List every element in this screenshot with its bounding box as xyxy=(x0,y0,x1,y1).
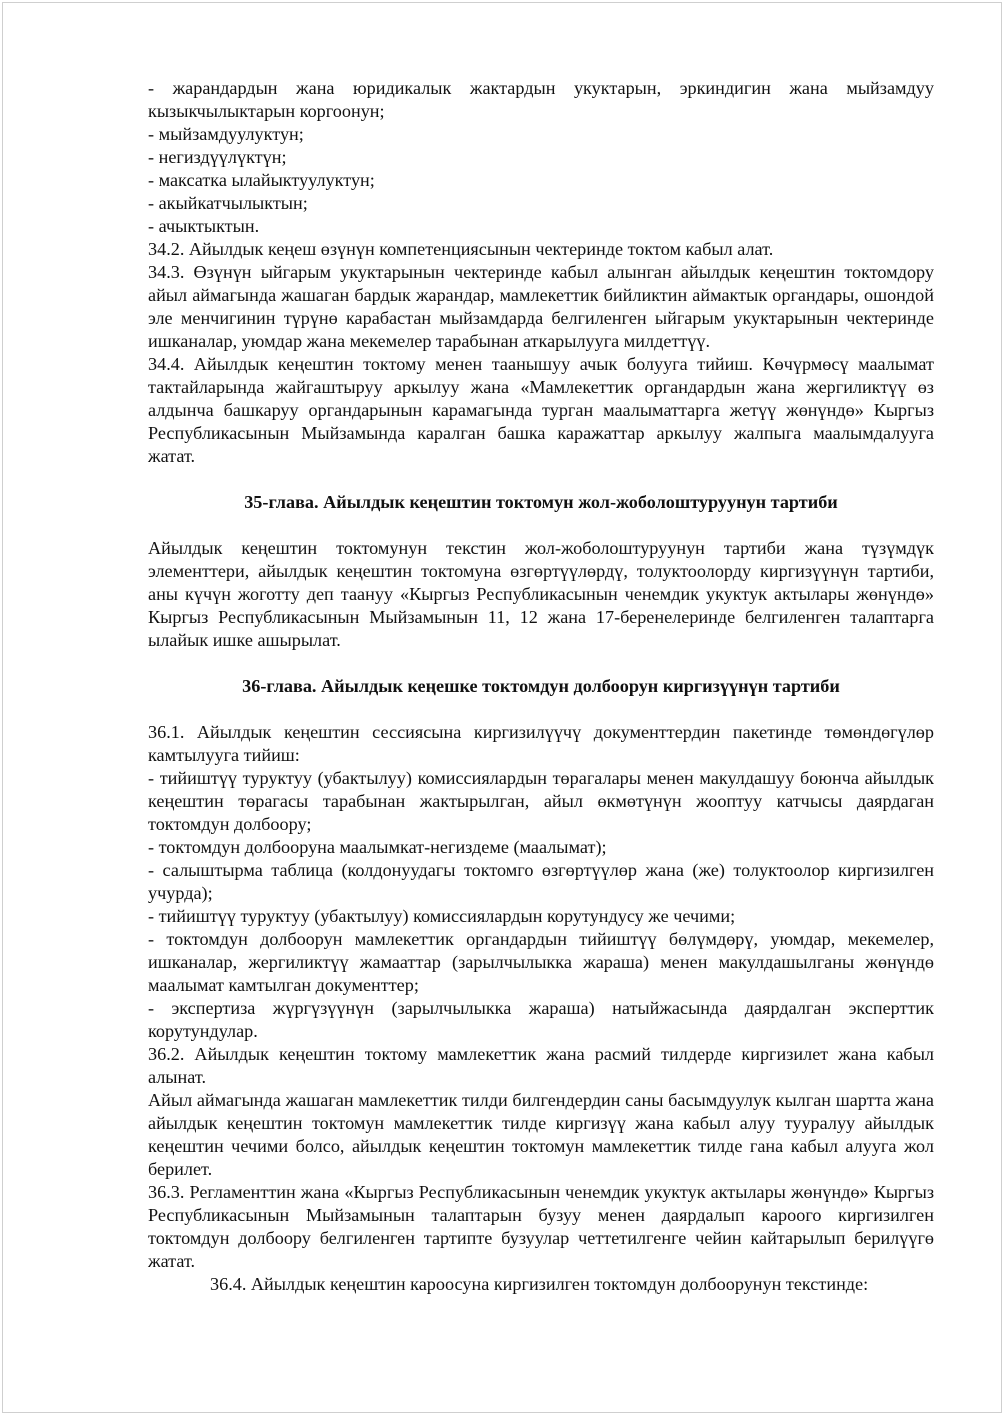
paragraph-state-language: Айыл аймагында жашаган мамлекеттик тилди билгендердин саны басымдуулук кылган шартта жана айылдык кеңештин токтомун мамлекеттик тилде киргизүү жана кабыл алуу тууралуу айылдык кеңештин чечими болсо, айылдык кеңештин токтомун мамлекеттик тилде гана кабыл алууга жол берилет. xyxy=(148,1090,934,1179)
paragraph-36-3: 36.3. Регламенттин жана «Кыргыз Республикасынын ченемдик укуктук актылары жөнүндө» Кыргыз Республикасынын Мыйзамынын талаптарын бузуу менен даярдалып кароого киргизилген токтомдун долбоору белгиленген тартипте бузуулар четтетилгенге чейин кайтарылып берилүүгө жатат. xyxy=(148,1182,934,1271)
list-item-rights: - жарандардын жана юридикалык жактардын укуктарын, эркиндигин жана мыйзамдуу кызыкчылыктарын коргоонун; xyxy=(148,78,934,121)
chapter-35-heading: 35-глава. Айылдык кеңештин токтомун жол-жоболоштуруунун тартиби xyxy=(244,492,838,512)
list-item-commission-conclusion: - тийиштүү туруктуу (убактылуу) комиссиялардын корутундусу же чечими; xyxy=(148,906,736,926)
list-item-openness: - ачыктыктын. xyxy=(148,216,260,236)
list-item-validity: - негиздүүлүктүн; xyxy=(148,147,287,167)
paragraph-36-1: 36.1. Айылдык кеңештин сессиясына киргизилүүчү документтердин пакетинде төмөндөгүлөр камтылууга тийиш: xyxy=(148,722,934,765)
paragraph-34-3: 34.3. Өзүнүн ыйгарым укуктарынын чектеринде кабыл алынган айылдык кеңештин токтомдору айыл аймагында жашаган бардык жарандар, мамлекеттик бийликтин аймактык органдары, ошондой эле менчигинин түрүнө карабастан мыйзамдарда белгиленген ыйгарым укуктарынын чектеринде ишканалар, уюмдар жана мекемелер тарабынан аткарылууга милдеттүү. xyxy=(148,262,934,351)
list-item-draft: - тийиштүү туруктуу (убактылуу) комиссиялардын төрагалары менен макулдашуу боюнча айылдык кеңештин төрагасы тарабынан жактырылган, айыл өкмөтүнүн жооптуу катчысы даярдаган токтомдун долбоору; xyxy=(148,768,934,834)
list-item-explanatory-note: - токтомдун долбооруна маалымкат-негиздеме (маалымат); xyxy=(148,837,607,857)
list-item-comparison-table: - салыштырма таблица (колдонуудагы токтомго өзгөртүүлөр жана (же) толуктоолор киргизилген учурда); xyxy=(148,860,934,903)
document-body xyxy=(148,77,934,1296)
chapter-36-heading: 36-глава. Айылдык кеңешке токтомдун долбоорун киргизүүнүн тартиби xyxy=(242,676,840,696)
chapter-35-text: Айылдык кеңештин токтомунун текстин жол-жоболоштуруунун тартиби жана түзүмдүк элементтери, айылдык кеңештин токтомуна өзгөртүүлөрдү, толуктоолорду киргизүүнүн тартиби, аны күчүн жоготту деп таануу «Кыргыз Республикасынын ченемдик укуктук актылары жөнүндө» Кыргыз Республикасынын Мыйзамынын 11, 12 жана 17-беренелеринде белгиленген талаптарга ылайык ишке ашырылат. xyxy=(148,538,934,650)
list-item-expert-conclusions: - экспертиза жүргүзүүнүн (зарылчылыкка жараша) натыйжасында даярдалган эксперттик корутундулар. xyxy=(148,998,934,1041)
paragraph-34-4: 34.4. Айылдык кеңештин токтому менен таанышуу ачык болууга тийиш. Көчүрмөсү маалымат тактайларында жайгаштыруу аркылуу жана «Мамлекеттик органдардын жана жергиликтүү өз алдынча башкаруу органдарынын карамагында турган маалыматтарга жетүү жөнүндө» Кыргыз Республикасынын Мыйзамында каралган башка каражаттар аркылуу жалпыга маалымдалууга жатат. xyxy=(148,354,934,466)
paragraph-36-4: 36.4. Айылдык кеңештин кароосуна киргизилген токтомдун долбоорунун текстинде: xyxy=(210,1274,869,1294)
list-item-fairness: - акыйкатчылыктын; xyxy=(148,193,308,213)
paragraph-36-2: 36.2. Айылдык кеңештин токтому мамлекеттик жана расмий тилдерде киргизилет жана кабыл алынат. xyxy=(148,1044,934,1087)
document-page xyxy=(2,2,1002,1413)
paragraph-34-2: 34.2. Айылдык кеңеш өзүнүн компетенциясынын чектеринде токтом кабыл алат. xyxy=(148,239,774,259)
list-item-approval-documents: - токтомдун долбоорун мамлекеттик органдардын тийиштүү бөлүмдөрү, уюмдар, мекемелер, ишканалар, жергиликтүү жамааттар (зарылчылыкка жараша) менен макулдашылганы жөнүндө маалымат камтылган документтер; xyxy=(148,929,934,995)
list-item-expediency: - максатка ылайыктуулуктун; xyxy=(148,170,375,190)
list-item-legality: - мыйзамдуулуктун; xyxy=(148,124,304,144)
